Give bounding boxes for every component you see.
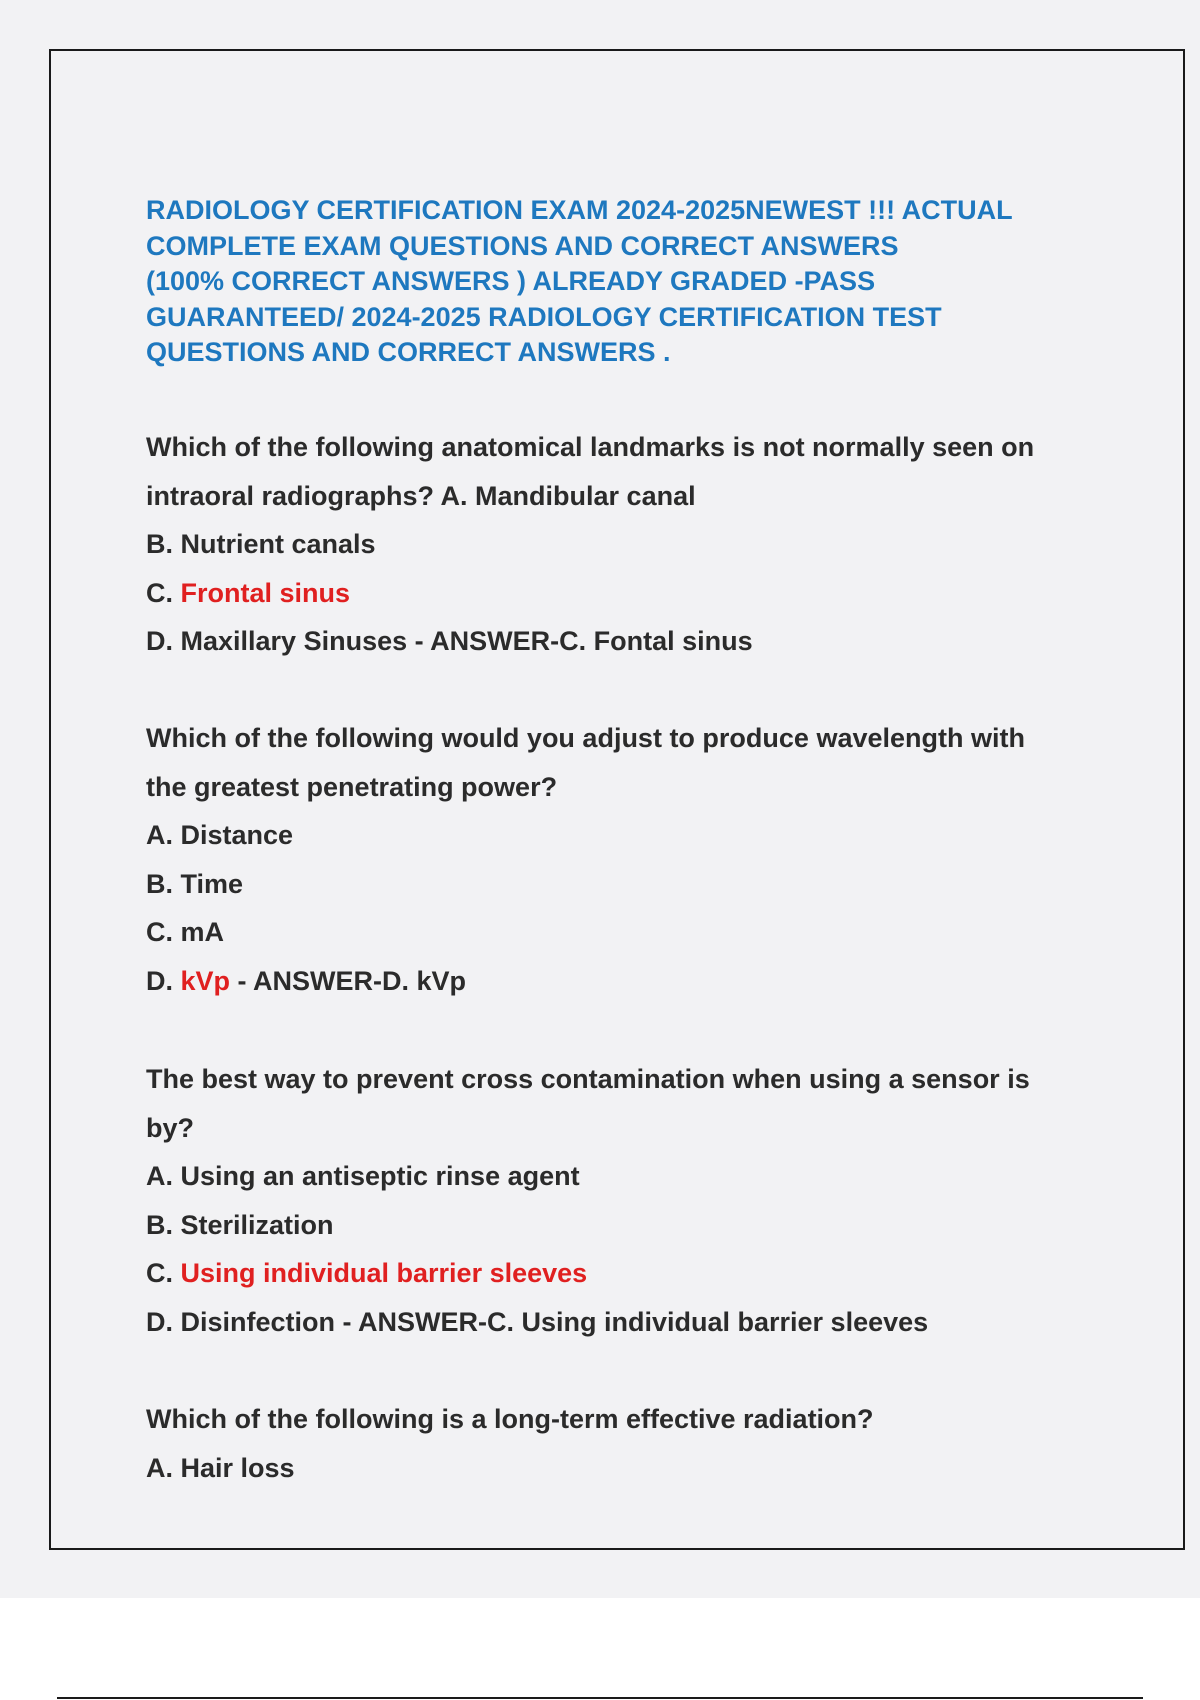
question-stem: the greatest penetrating power? [146, 771, 558, 802]
option-prefix: D. [146, 965, 181, 996]
option-prefix: C. [146, 1258, 181, 1288]
question-stem: by? [146, 1112, 195, 1143]
question-stem: Which of the following is a long-term effective radiation? [146, 1404, 874, 1434]
answer-option-correct [146, 569, 1126, 618]
question-2 [146, 714, 1126, 1005]
question-stem: The best way to prevent cross contamination when using a sensor is [146, 1064, 1030, 1094]
answer-option: B. Time [146, 868, 244, 899]
answer-option: B. Nutrient canals [146, 529, 376, 559]
answer-option: D. Disinfection - ANSWER-C. Using individual barrier sleeves [146, 1306, 929, 1337]
question-stem: Which of the following anatomical landmarks is not normally seen on [146, 432, 1035, 462]
answer-option: D. Maxillary Sinuses - ANSWER-C. Fontal sinus [146, 626, 753, 656]
answer-option: C. mA [146, 917, 225, 947]
correct-answer-highlight: Using individual barrier sleeves [180, 1258, 588, 1288]
answer-option-correct [146, 957, 1126, 1006]
title-line: (100% CORRECT ANSWERS ) ALREADY GRADED -PASS [146, 266, 876, 296]
title-line: RADIOLOGY CERTIFICATION EXAM 2024-2025NEWEST !!! ACTUAL [146, 195, 1013, 225]
document-page [49, 49, 1185, 1550]
question-stem: intraoral radiographs? A. Mandibular canal [146, 480, 696, 511]
next-page-top-rule [57, 1697, 1143, 1699]
answer-option-correct [146, 1249, 1126, 1298]
answer-option: A. Using an antiseptic rinse agent [146, 1161, 580, 1191]
answer-option: A. Distance [146, 820, 294, 850]
answer-key: - ANSWER-D. kVp [230, 965, 467, 996]
answer-option: A. Hair loss [146, 1452, 295, 1483]
question-3 [146, 1055, 1126, 1346]
document-title [146, 193, 1013, 371]
option-prefix: C. [146, 577, 181, 608]
title-line: GUARANTEED/ 2024-2025 RADIOLOGY CERTIFICATION TEST [146, 301, 942, 332]
correct-answer-highlight: kVp [180, 965, 231, 996]
title-line: COMPLETE EXAM QUESTIONS AND CORRECT ANSWERS [146, 230, 899, 261]
question-stem: Which of the following would you adjust to produce wavelength with [146, 723, 1025, 753]
answer-option: B. Sterilization [146, 1209, 334, 1240]
title-line: QUESTIONS AND CORRECT ANSWERS . [146, 337, 671, 367]
question-4 [146, 1395, 1126, 1492]
correct-answer-highlight: Frontal sinus [180, 577, 351, 608]
question-1 [146, 423, 1126, 666]
